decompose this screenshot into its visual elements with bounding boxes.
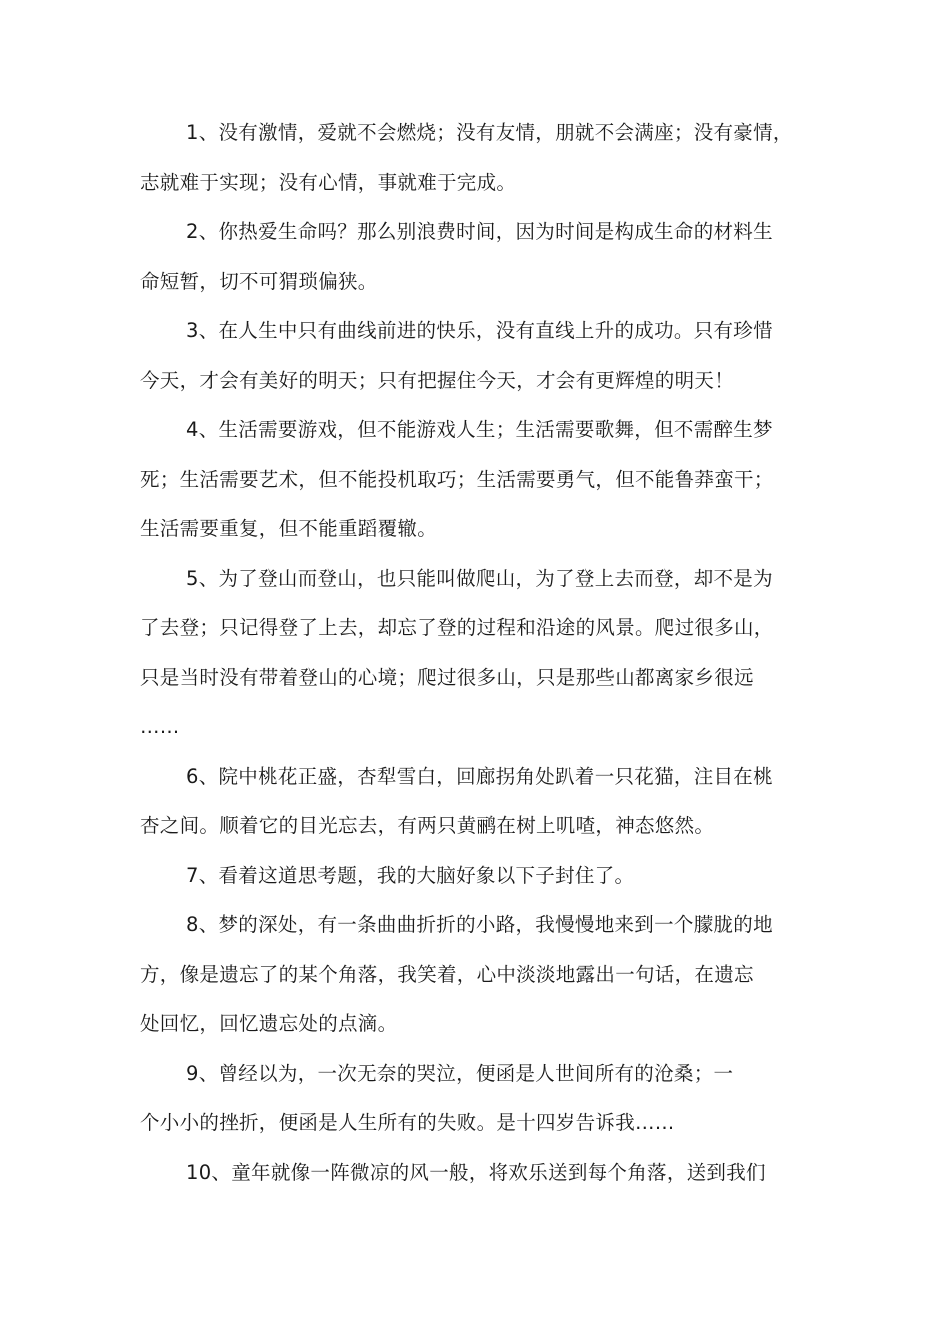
paragraph-8 [140,900,824,1049]
paragraph-5 [140,554,824,752]
paragraph-line: 命短暂，切不可猬琐偏狭。 [140,269,378,293]
paragraph-line: 杏之间。顺着它的目光忘去，有两只黄鹂在树上叽喳，神态悠然。 [140,814,715,837]
paragraph-10 [140,1148,824,1198]
paragraph-line: 方，像是遗忘了的某个角落，我笑着，心中淡淡地露出一句话，在遗忘 [140,962,754,986]
paragraph-line: 志就难于实现；没有心情，事就难于完成。 [140,170,517,194]
paragraph-line: 今天，才会有美好的明天；只有把握住今天，才会有更辉煌的明天！ [140,368,735,392]
paragraph-line: 6、院中桃花正盛，杏犁雪白，回廊拐角处趴着一只花猫，注目在桃 [186,764,773,788]
paragraph-line: 死；生活需要艺术，但不能投机取巧；生活需要勇气，但不能鲁莽蛮干； [140,467,774,491]
paragraph-line: 7、看着这道思考题，我的大脑好象以下子封住了。 [186,863,635,887]
paragraph-line: 1、没有激情，爱就不会燃烧；没有友情，朋就不会满座；没有豪情， [186,121,793,144]
paragraph-line: 3、在人生中只有曲线前进的快乐，没有直线上升的成功。只有珍惜 [186,319,773,342]
document-body [140,108,824,1197]
paragraph-3 [140,306,824,405]
paragraph-2 [140,207,824,306]
paragraph-line: 了去登；只记得登了上去，却忘了登的过程和沿途的风景。爬过很多山， [140,616,774,639]
paragraph-line: 9、曾经以为，一次无奈的哭泣，便函是人世间所有的沧桑；一 [186,1061,734,1085]
paragraph-9 [140,1049,824,1148]
paragraph-line: 5、为了登山而登山，也只能叫做爬山，为了登上去而登，却不是为 [186,566,773,590]
paragraph-line: 个小小的挫折，便函是人生所有的失败。是十四岁告诉我…… [140,1111,675,1134]
paragraph-7 [140,851,824,901]
paragraph-line: …… [140,715,180,738]
paragraph-line: 处回忆，回忆遗忘处的点滴。 [140,1012,398,1035]
paragraph-line: 8、梦的深处，有一条曲曲折折的小路，我慢慢地来到一个朦胧的地 [186,913,773,936]
paragraph-4 [140,405,824,554]
paragraph-line: 10、童年就像一阵微凉的风一般，将欢乐送到每个角落，送到我们 [186,1160,766,1184]
paragraph-line: 生活需要重复，但不能重蹈覆辙。 [140,517,438,540]
paragraph-line: 只是当时没有带着登山的心境；爬过很多山，只是那些山都离家乡很远 [140,665,754,689]
paragraph-1 [140,108,824,207]
paragraph-line: 4、生活需要游戏，但不能游戏人生；生活需要歌舞，但不需醉生梦 [186,418,773,441]
paragraph-line: 2、你热爱生命吗？那么别浪费时间，因为时间是构成生命的材料生 [186,220,773,243]
paragraph-6 [140,752,824,851]
